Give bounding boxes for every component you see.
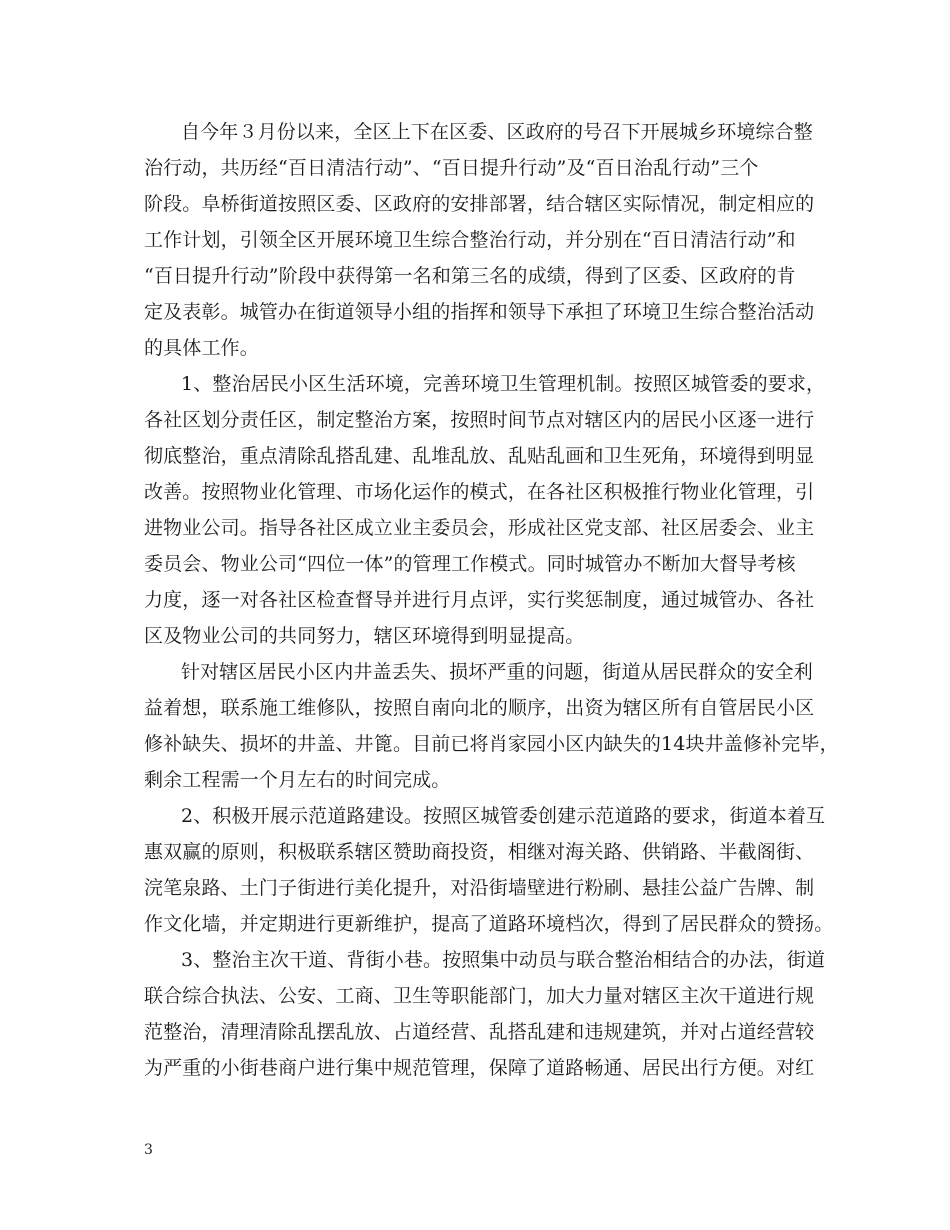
text-line: 为严重的小街巷商户进行集中规范管理，保障了道路畅通、居民出行方便。对红 (144, 1057, 815, 1079)
text-line: 修补缺失、损坏的井盖、井篦。目前已将肖家园小区内缺失的14块井盖修补完毕， (144, 733, 839, 755)
text-line: 自今年３月份以来，全区上下在区委、区政府的号召下开展城乡环境综合整 (181, 121, 813, 143)
text-line: 剩余工程需一个月左右的时间完成。 (144, 769, 451, 791)
text-line: 区及物业公司的共同努力，辖区环境得到明显提高。 (144, 625, 585, 647)
paragraph-3 (144, 654, 839, 798)
page-number: 3 (144, 1142, 153, 1158)
text-line: 3、整治主次干道、背街小巷。按照集中动员与联合整治相结合的办法，街道 (181, 949, 826, 971)
text-line: 2、积极开展示范道路建设。按照区城管委创建示范道路的要求，街道本着互 (181, 805, 826, 827)
text-line: 力度，逐一对各社区检查督导并进行月点评，实行奖惩制度，通过城管办、各社 (144, 589, 815, 611)
text-line: 惠双赢的原则，积极联系辖区赞助商投资，相继对海关路、供销路、半截阁街、 (144, 841, 815, 863)
text-line: “百日提升行动”阶段中获得第一名和第三名的成绩，得到了区委、区政府的肯 (144, 265, 796, 287)
text-line: 进物业公司。指导各社区成立业主委员会，形成社区党支部、社区居委会、业主 (144, 517, 815, 539)
text-line: 阶段。阜桥街道按照区委、区政府的安排部署，结合辖区实际情况，制定相应的 (144, 193, 815, 215)
text-line: 浣笔泉路、土门子街进行美化提升，对沿街墙壁进行粉刷、悬挂公益广告牌、制 (144, 877, 815, 899)
text-line: 作文化墙，并定期进行更新维护，提高了道路环境档次，得到了居民群众的赞扬。 (144, 913, 834, 935)
paragraph-1 (144, 114, 815, 366)
text-line: 委员会、物业公司“四位一体”的管理工作模式。同时城管办不断加大督导考核 (144, 553, 796, 575)
text-line: 联合综合执法、公安、工商、卫生等职能部门，加大力量对辖区主次干道进行规 (144, 985, 815, 1007)
text-line: 益着想，联系施工维修队，按照自南向北的顺序，出资为辖区所有自管居民小区 (144, 697, 815, 719)
text-line: 定及表彰。城管办在街道领导小组的指挥和领导下承担了环境卫生综合整治活动 (144, 301, 815, 323)
text-line: 彻底整治，重点清除乱搭乱建、乱堆乱放、乱贴乱画和卫生死角，环境得到明显 (144, 445, 815, 467)
text-line: 工作计划，引领全区开展环境卫生综合整治行动，并分别在“百日清洁行动”和 (144, 229, 796, 251)
paragraph-2 (144, 366, 826, 654)
text-line: 治行动，共历经“百日清洁行动”、“百日提升行动”及“百日治乱行动”三个 (144, 157, 759, 179)
paragraph-5 (144, 942, 826, 1086)
text-line: 各社区划分责任区，制定整治方案，按照时间节点对辖区内的居民小区逐一进行 (144, 409, 815, 431)
text-line: 改善。按照物业化管理、市场化运作的模式，在各社区积极推行物业化管理，引 (144, 481, 815, 503)
text-line: 针对辖区居民小区内井盖丢失、损坏严重的问题，街道从居民群众的安全利 (181, 661, 813, 683)
body-text (144, 114, 839, 1086)
text-line: 范整治，清理清除乱摆乱放、占道经营、乱搭乱建和违规建筑，并对占道经营较 (144, 1021, 815, 1043)
text-line: 1、整治居民小区生活环境，完善环境卫生管理机制。按照区城管委的要求， (181, 373, 826, 395)
text-line: 的具体工作。 (144, 337, 259, 359)
paragraph-4 (144, 798, 834, 942)
